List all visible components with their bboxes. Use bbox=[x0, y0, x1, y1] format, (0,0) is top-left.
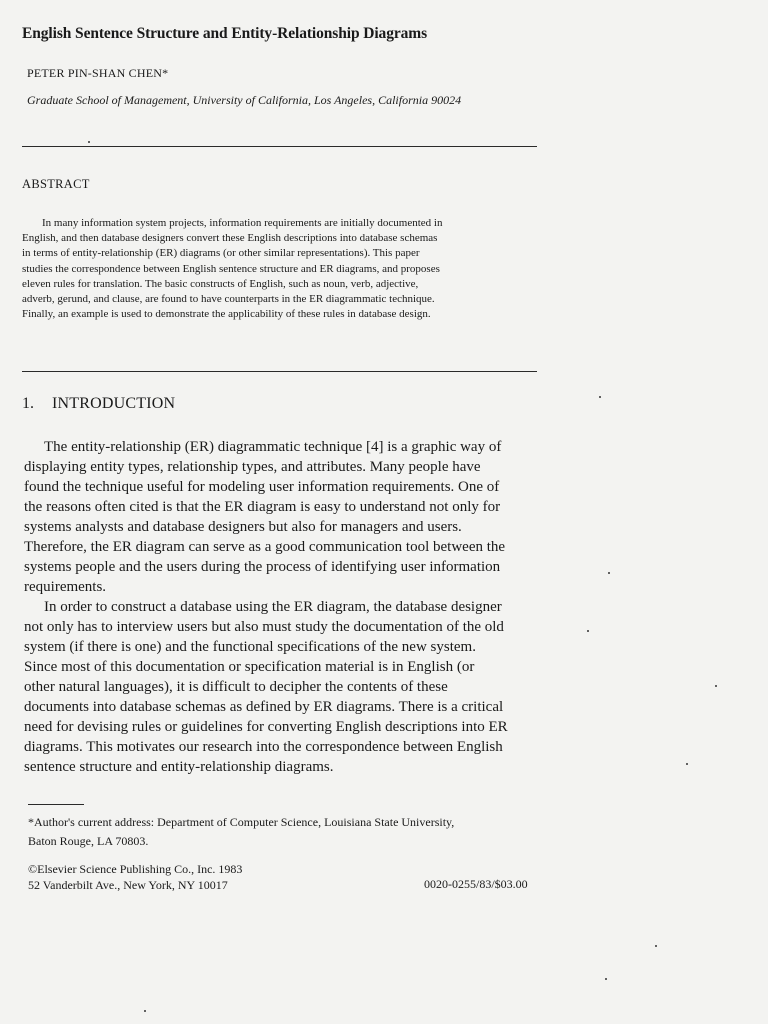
scan-speck bbox=[605, 978, 607, 980]
section-title: INTRODUCTION bbox=[52, 395, 176, 412]
abstract-line: English, and then database designers convert these English descriptions into database schemas bbox=[22, 232, 438, 245]
copyright-notice bbox=[28, 861, 242, 893]
abstract-line: studies the correspondence between English sentence structure and ER diagrams, and proposes bbox=[22, 262, 440, 275]
abstract-body bbox=[22, 216, 538, 322]
scan-speck bbox=[655, 945, 657, 947]
body-line: documents into database schemas as defined by ER diagrams. There is a critical bbox=[24, 699, 504, 715]
article-code: 0020-0255/83/$03.00 bbox=[424, 877, 528, 891]
body-line: found the technique useful for modeling user information requirements. One of bbox=[24, 479, 500, 495]
body-line: Therefore, the ER diagram can serve as a good communication tool between the bbox=[24, 539, 506, 555]
scan-speck bbox=[715, 685, 717, 687]
introduction-body bbox=[24, 437, 540, 777]
abstract-heading: ABSTRACT bbox=[22, 177, 90, 191]
header-rule bbox=[22, 146, 537, 147]
body-line: requirements. bbox=[24, 579, 107, 595]
body-line: system (if there is one) and the functional specifications of the new system. bbox=[24, 639, 476, 655]
body-line: Since most of this documentation or specification material is in English (or bbox=[24, 659, 475, 675]
scan-speck bbox=[686, 763, 688, 765]
footnote bbox=[28, 813, 454, 851]
footnote-line: Baton Rouge, LA 70803. bbox=[28, 834, 149, 848]
body-line: systems people and the users during the process of identifying user information bbox=[24, 559, 501, 575]
abstract-line: adverb, gerund, and clause, are found to have counterparts in the ER diagrammatic technique. bbox=[22, 293, 435, 306]
copyright-line: ©Elsevier Science Publishing Co., Inc. 1983 bbox=[28, 862, 243, 876]
body-line: sentence structure and entity-relationship diagrams. bbox=[24, 759, 334, 775]
body-line: displaying entity types, relationship types, and attributes. Many people have bbox=[24, 459, 481, 475]
body-line: need for devising rules or guidelines for converting English descriptions into ER bbox=[24, 719, 508, 735]
abstract-rule bbox=[22, 371, 537, 372]
scan-speck bbox=[88, 141, 90, 143]
footnote-line: *Author's current address: Department of Computer Science, Louisiana State University, bbox=[28, 815, 455, 829]
paper-title: English Sentence Structure and Entity-Relationship Diagrams bbox=[22, 25, 428, 42]
body-line: In order to construct a database using the ER diagram, the database designer bbox=[44, 599, 502, 615]
section-number: 1. bbox=[22, 395, 34, 412]
body-line: diagrams. This motivates our research into the correspondence between English bbox=[24, 739, 503, 755]
body-line: The entity-relationship (ER) diagrammatic technique [4] is a graphic way of bbox=[44, 439, 502, 455]
scan-speck bbox=[608, 572, 610, 574]
author-affiliation: Graduate School of Management, University of California, Los Angeles, California 90024 bbox=[27, 93, 462, 107]
scan-speck bbox=[599, 396, 601, 398]
abstract-line: eleven rules for translation. The basic constructs of English, such as noun, verb, adjective, bbox=[22, 277, 419, 290]
abstract-line: In many information system projects, information requirements are initially documented in bbox=[42, 217, 443, 229]
body-line: other natural languages), it is difficult to decipher the contents of these bbox=[24, 679, 448, 695]
body-line: systems analysts and database designers but also for managers and users. bbox=[24, 519, 462, 535]
body-line: not only has to interview users but also must study the documentation of the old bbox=[24, 619, 504, 635]
author-name: PETER PIN-SHAN CHEN* bbox=[27, 66, 169, 80]
scan-speck bbox=[144, 1010, 146, 1012]
abstract-line: Finally, an example is used to demonstrate the applicability of these rules in database design. bbox=[22, 308, 431, 321]
body-line: the reasons often cited is that the ER diagram is easy to understand not only for bbox=[24, 499, 501, 515]
copyright-line: 52 Vanderbilt Ave., New York, NY 10017 bbox=[28, 878, 228, 892]
abstract-line: in terms of entity-relationship (ER) diagrams (or other similar representations). This paper bbox=[22, 247, 420, 260]
scan-speck bbox=[587, 630, 589, 632]
footnote-rule bbox=[28, 804, 84, 805]
